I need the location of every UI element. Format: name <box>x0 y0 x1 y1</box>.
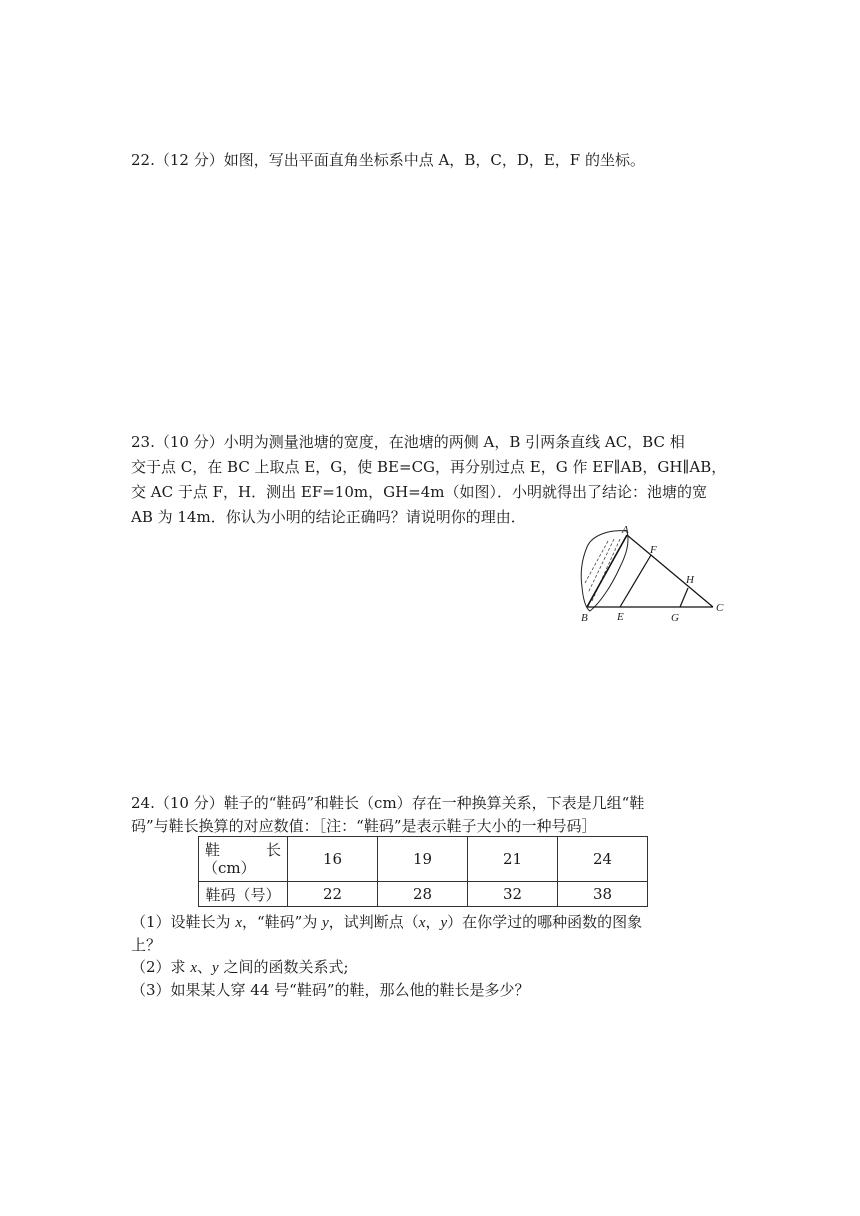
table-cell: 19 <box>378 837 468 882</box>
label-g: G <box>671 612 679 624</box>
q24-part3: （3）如果某人穿 44 号“鞋码”的鞋，那么他的鞋长是多少？ <box>131 981 530 999</box>
header-length-char-2: 长 <box>265 841 281 859</box>
table-cell: 22 <box>288 882 378 907</box>
table-header-size: 鞋码（号） <box>199 882 288 907</box>
q23-line-2: 交于点 C，在 BC 上取点 E，G，使 BE=CG，再分别过点 E，G 作 EF∥AB，GH∥AB， <box>131 458 727 476</box>
segment-ac <box>627 535 713 607</box>
shoe-size-table <box>198 836 648 907</box>
var-y: y <box>440 915 448 931</box>
part1-text-b: ，“鞋码”为 <box>241 913 323 931</box>
segment-ef <box>620 555 651 607</box>
table-cell: 21 <box>468 837 558 882</box>
label-f: F <box>650 544 657 556</box>
segment-ab <box>587 535 627 607</box>
header-length-char-1: 鞋 <box>205 841 221 859</box>
table-cell: 24 <box>558 837 648 882</box>
q24-part2 <box>131 957 349 978</box>
q23-line-4: AB 为 14m．你认为小明的结论正确吗？请说明你的理由． <box>131 508 526 526</box>
part2-text-b: 、 <box>196 958 212 976</box>
table-header-length <box>199 837 288 882</box>
label-b: B <box>581 612 588 624</box>
part1-text-d: ， <box>425 913 441 931</box>
table-row-length <box>199 837 648 882</box>
q24-line-2: 码”与鞋长换算的对应数值：［注：“鞋码”是表示鞋子大小的一种号码］ <box>131 817 597 835</box>
pond-figure <box>570 525 735 630</box>
table-cell: 38 <box>558 882 648 907</box>
var-x: x <box>235 915 242 931</box>
q22-text: 22.（12 分）如图，写出平面直角坐标系中点 A，B，C，D，E，F 的坐标。 <box>131 151 645 169</box>
label-a: A <box>622 525 629 536</box>
q23-line-1: 23.（10 分）小明为测量池塘的宽度，在池塘的两侧 A，B 引两条直线 AC，BC 相 <box>131 433 685 451</box>
table-cell: 32 <box>468 882 558 907</box>
var-x: x <box>418 915 426 931</box>
var-y: y <box>322 915 329 931</box>
table-row-size <box>199 882 648 907</box>
table-cell: 28 <box>378 882 468 907</box>
label-c: C <box>716 602 724 614</box>
q24-line-1: 24.（10 分）鞋子的“鞋码”和鞋长（cm）存在一种换算关系，下表是几组“鞋 <box>131 794 645 812</box>
pond-outline <box>581 531 628 611</box>
part1-text-e: ）在你学过的哪种函数的图象 <box>447 913 643 931</box>
part1-text-a: （1）设鞋长为 <box>131 913 236 931</box>
q24-part1-line-2: 上？ <box>131 936 162 954</box>
label-e: E <box>617 611 624 623</box>
part2-text-c: 之间的函数关系式; <box>218 958 349 976</box>
var-y: y <box>212 960 219 976</box>
header-length-unit: （cm） <box>203 859 256 877</box>
part2-text-a: （2）求 <box>131 958 191 976</box>
q24-part1-line-1 <box>131 912 642 933</box>
table-cell: 16 <box>288 837 378 882</box>
q23-line-3: 交 AC 于点 F，H．测出 EF=10m，GH=4m（如图）．小明就得出了结论：池塘的宽 <box>131 483 708 501</box>
segment-gh <box>680 588 688 607</box>
label-h: H <box>686 574 694 586</box>
part1-text-c: ，试判断点（ <box>328 913 419 931</box>
var-x: x <box>190 960 197 976</box>
